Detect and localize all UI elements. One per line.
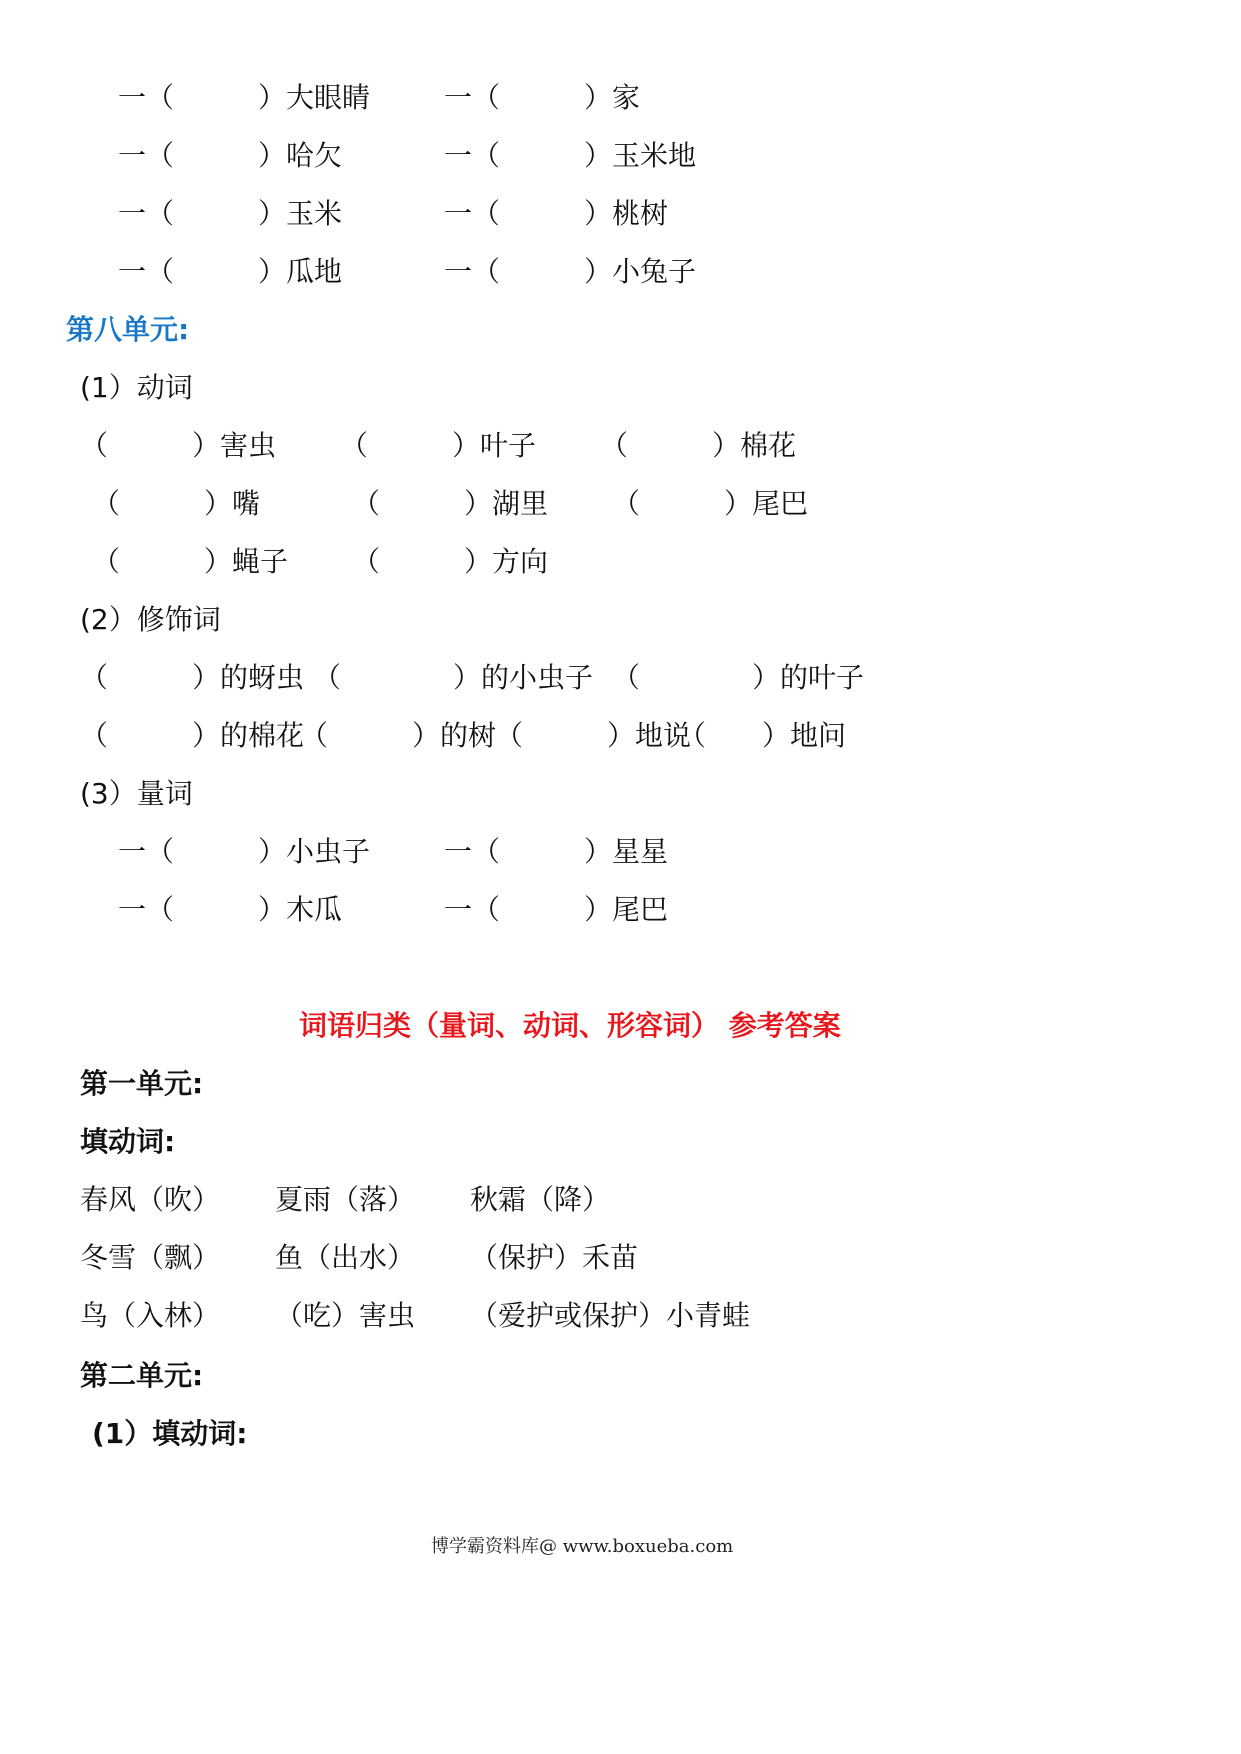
quantifier-item: 一（ ）小虫子 xyxy=(118,835,371,868)
answer-item: 夏雨（落） xyxy=(275,1183,416,1216)
verb-item: （ ）害虫 xyxy=(80,429,277,462)
verb-item: （ ）嘴 xyxy=(92,487,261,520)
answers-unit1-verbs-heading: 填动词: xyxy=(80,1125,176,1158)
quantifier-item: 一（ ）家 xyxy=(444,81,641,114)
verb-item: （ ）方向 xyxy=(352,545,549,578)
answers-unit1-title: 第一单元: xyxy=(80,1067,204,1100)
modifier-item: （ ）地问 xyxy=(678,719,847,752)
unit8-verbs-heading: (1）动词 xyxy=(80,371,193,404)
answers-unit2-title: 第二单元: xyxy=(80,1359,204,1392)
modifier-item: （ ）的树 xyxy=(300,719,497,752)
answers-unit2-verbs-heading: (1）填动词: xyxy=(92,1417,248,1450)
answers-title: 词语归类（量词、动词、形容词） 参考答案 xyxy=(299,1009,841,1042)
modifier-item: （ ）的小虫子 xyxy=(313,661,594,694)
answer-item: 春风（吹） xyxy=(80,1183,221,1216)
answer-item: （吃）害虫 xyxy=(275,1299,416,1332)
modifier-item: （ ）的蚜虫 xyxy=(80,661,305,694)
verb-item: （ ）蝇子 xyxy=(92,545,289,578)
unit8-modifiers-heading: (2）修饰词 xyxy=(80,603,221,636)
answer-item: 秋霜（降） xyxy=(470,1183,611,1216)
answer-item: （爱护或保护）小青蛙 xyxy=(470,1299,751,1332)
quantifier-item: 一（ ）尾巴 xyxy=(444,893,669,926)
modifier-item: （ ）地说 xyxy=(495,719,692,752)
unit8-title: 第八单元: xyxy=(66,313,190,346)
footer-watermark: 博学霸资料库@ www.boxueba.com xyxy=(431,1536,734,1557)
modifier-item: （ ）的叶子 xyxy=(612,661,865,694)
answer-item: 鸟（入林） xyxy=(80,1299,221,1332)
answer-item: 冬雪（飘） xyxy=(80,1241,221,1274)
answer-item: （保护）禾苗 xyxy=(470,1241,639,1274)
verb-item: （ ）尾巴 xyxy=(612,487,809,520)
verb-item: （ ）叶子 xyxy=(340,429,537,462)
unit8-quantifiers-heading: (3）量词 xyxy=(80,777,193,810)
quantifier-item: 一（ ）桃树 xyxy=(444,197,669,230)
quantifier-item: 一（ ）大眼睛 xyxy=(118,81,371,114)
answer-item: 鱼（出水） xyxy=(275,1241,416,1274)
quantifier-item: 一（ ）玉米地 xyxy=(444,139,697,172)
modifier-item: （ ）的棉花 xyxy=(80,719,305,752)
quantifier-item: 一（ ）星星 xyxy=(444,835,669,868)
quantifier-item: 一（ ）哈欠 xyxy=(118,139,343,172)
quantifier-item: 一（ ）小兔子 xyxy=(444,255,697,288)
quantifier-item: 一（ ）玉米 xyxy=(118,197,343,230)
quantifier-item: 一（ ）瓜地 xyxy=(118,255,343,288)
verb-item: （ ）棉花 xyxy=(600,429,797,462)
verb-item: （ ）湖里 xyxy=(352,487,549,520)
quantifier-item: 一（ ）木瓜 xyxy=(118,893,343,926)
